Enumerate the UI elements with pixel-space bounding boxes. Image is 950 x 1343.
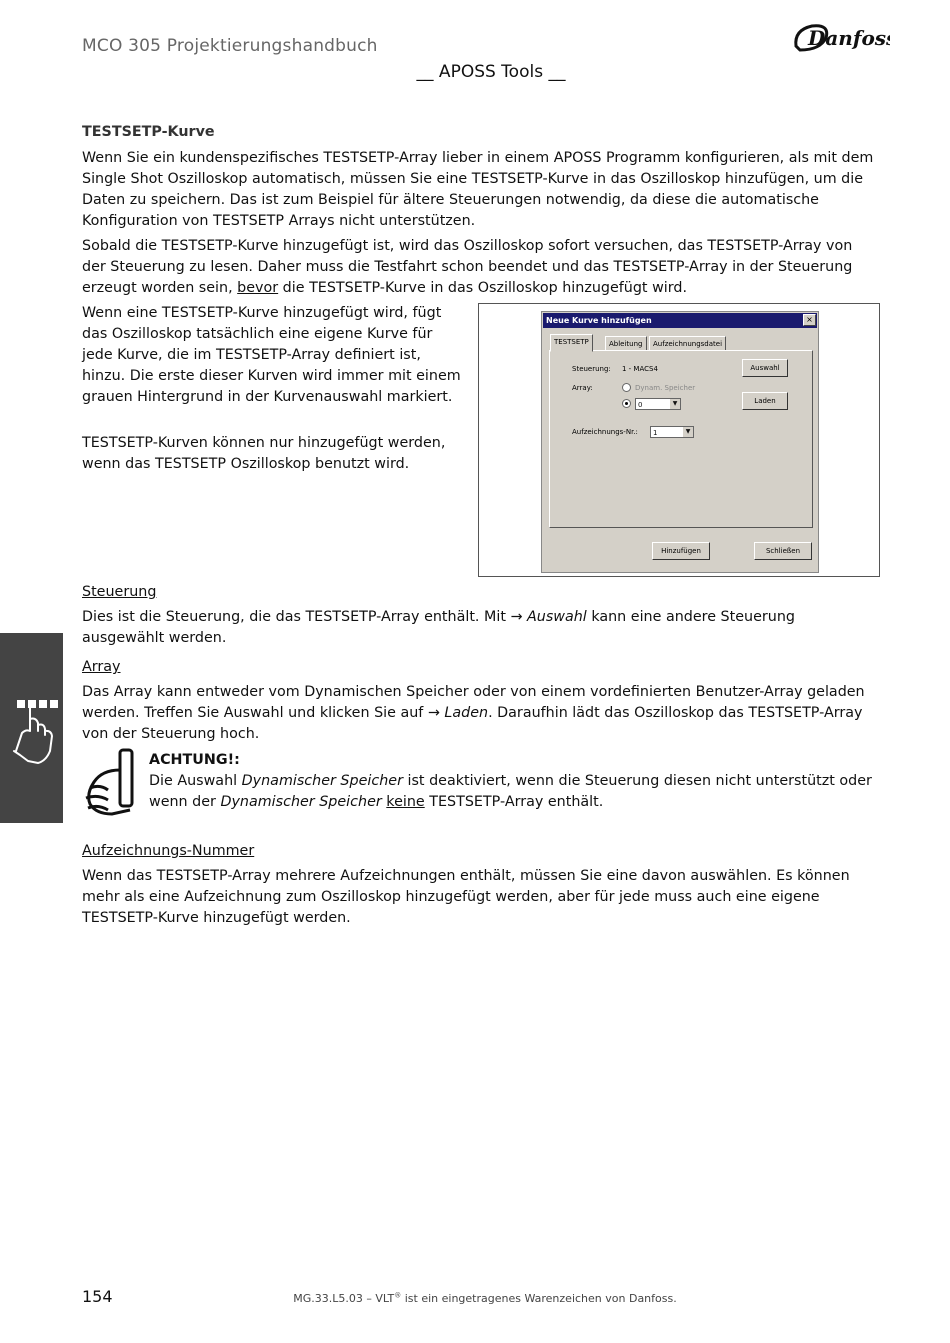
danfoss-logo — [790, 16, 890, 58]
radio-user-array[interactable] — [622, 399, 631, 408]
dynamic-memory-label: Dynam. Speicher — [635, 384, 696, 392]
dialog-title-bar: Neue Kurve hinzufügen — [543, 313, 817, 328]
tab-aufzeichnungsdatei[interactable]: Aufzeichnungsdatei — [649, 336, 726, 351]
close-icon[interactable]: × — [803, 314, 816, 326]
array-label: Array: — [572, 384, 593, 392]
schliessen-button[interactable]: Schließen — [754, 542, 812, 560]
document-title: MCO 305 Projektierungshandbuch — [82, 36, 378, 56]
paragraph-intro: Wenn Sie ein kundenspezifisches TESTSETP-Array lieber in einem APOSS Programm konfigurieren, als mit dem Single Shot Oszilloskop automatisch, müssen Sie eine TESTSETP-Kurve in das Oszilloskop hinzufügen, um die Daten zu speichern. Das ist zum Beispiel für ältere Steuerungen notwendig, da diese die automatische Konfiguration von TESTSETP Arrays nicht unterstützen. — [82, 150, 874, 229]
paragraph-restriction: TESTSETP-Kurven können nur hinzugefügt werden, wenn das TESTSETP Oszilloskop benutzt wird. — [82, 435, 446, 472]
array-select[interactable]: 0 ▼ — [635, 398, 681, 410]
steuerung-value: 1 - MACS4 — [622, 365, 658, 373]
paragraph-timing: Sobald die TESTSETP-Kurve hinzugefügt ist, wird das Oszilloskop sofort versuchen, das TESTSETP-Array von der Steuerung zu lesen. Daher muss die Testfahrt schon beendet und das TESTSETP-Array in der Steuerung erzeugt worden sein, bevor die TESTSETP-Kurve in das Oszilloskop hinzugefügt wird. — [82, 238, 853, 296]
subheading-aufzeichnungs-nummer: Aufzeichnungs-Nummer — [82, 843, 255, 859]
note-text: Die Auswahl Dynamischer Speicher ist deaktiviert, wenn die Steuerung diesen nicht unterstützt oder wenn der Dynamischer Speicher keine TESTSETP-Array enthält. — [149, 773, 872, 810]
paragraph-curves: Wenn eine TESTSETP-Kurve hinzugefügt wird, fügt das Oszilloskop tatsächlich eine eigene Kurve für jede Kurve, die im TESTSETP-Array definiert ist, hinzu. Die erste dieser Kurven wird immer mit einem grauen Hintergrund in der Kurvenauswahl markiert. — [82, 305, 461, 405]
dialog-window — [541, 311, 819, 573]
aufzeichnungs-label: Aufzeichnungs-Nr.: — [572, 428, 638, 436]
pointing-hand-icon — [0, 633, 63, 823]
paragraph-steuerung: Dies ist die Steuerung, die das TESTSETP-Array enthält. Mit → Auswahl kann eine andere Steuerung ausgewählt werden. — [82, 609, 795, 646]
section-header: __ APOSS Tools __ — [416, 62, 566, 82]
aufzeichnungs-select[interactable]: 1 ▼ — [650, 426, 694, 438]
tab-testsetp[interactable]: TESTSETP — [550, 334, 593, 352]
warning-hand-icon — [82, 748, 136, 818]
chevron-down-icon: ▼ — [670, 399, 680, 409]
steuerung-label: Steuerung: — [572, 365, 611, 373]
page-number: 154 — [82, 1287, 113, 1306]
footer-text: MG.33.L5.03 – VLT® ist ein eingetragenes Warenzeichen von Danfoss. — [293, 1291, 677, 1305]
svg-text:Danfoss: Danfoss — [808, 26, 890, 50]
laden-button[interactable]: Laden — [742, 392, 788, 410]
chapter-side-tab — [0, 633, 63, 823]
subheading-array: Array — [82, 659, 121, 675]
paragraph-array: Das Array kann entweder vom Dynamischen Speicher oder von einem vordefinierten Benutzer-Array geladen werden. Treffen Sie Auswahl und klicken Sie auf → Laden. Daraufhin lädt das Oszilloskop das TESTSETP-Array von der Steuerung hoch. — [82, 684, 865, 742]
dialog-screenshot-frame — [478, 303, 880, 577]
section-heading: TESTSETP-Kurve — [82, 124, 215, 140]
auswahl-button[interactable]: Auswahl — [742, 359, 788, 377]
hinzufuegen-button[interactable]: Hinzufügen — [652, 542, 710, 560]
note-title: ACHTUNG!: — [149, 752, 240, 768]
chevron-down-icon: ▼ — [683, 427, 693, 437]
paragraph-aufzeichnungs-nummer: Wenn das TESTSETP-Array mehrere Aufzeichnungen enthält, müssen Sie eine davon auswählen. Es können mehr als eine Aufzeichnung zum Oszilloskop hinzugefügt werden, aber für jede muss auch eine eigene TESTSETP-Kurve hinzugefügt werden. — [82, 868, 850, 926]
tab-ableitung[interactable]: Ableitung — [605, 336, 647, 351]
subheading-steuerung: Steuerung — [82, 584, 157, 600]
radio-dynamic-memory[interactable] — [622, 383, 631, 392]
